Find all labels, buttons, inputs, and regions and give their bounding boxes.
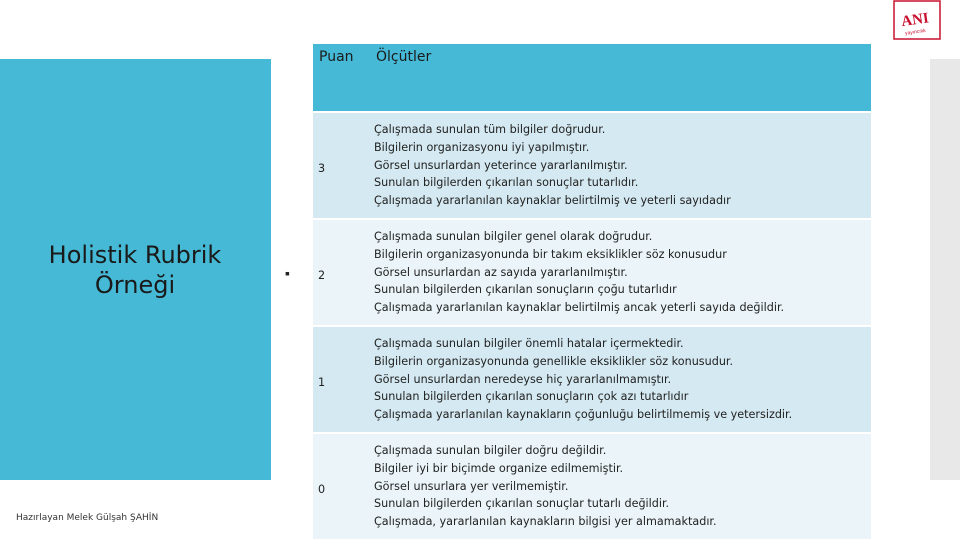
criteria-line: Bilgilerin organizasyonunda bir takım eksiklikler söz konusudur [374, 247, 727, 261]
bullet-marker: ▪ [285, 265, 290, 281]
criteria-cell [370, 433, 871, 540]
score-cell: 3 [313, 112, 370, 219]
score-cell: 2 [313, 219, 370, 326]
criteria-cell [370, 326, 871, 433]
criteria-line: Çalışmada yararlanılan kaynaklar belirtilmiş ve yeterli sayıdadır [374, 194, 731, 208]
logo-text: ANI [900, 10, 930, 31]
author-credit: Hazırlayan Melek Gülşah ŞAHİN [16, 513, 159, 523]
criteria-line: Sunulan bilgilerden çıkarılan sonuçlar tutarlıdır. [374, 176, 639, 190]
logo-subtext: yayıncılık [904, 27, 927, 37]
header-criteria: Ölçütler [370, 44, 871, 112]
criteria-line: Görsel unsurlardan neredeyse hiç yararlanılmamıştır. [374, 372, 672, 386]
table-row [313, 326, 871, 433]
vertical-scrollbar[interactable] [930, 59, 960, 480]
criteria-cell [370, 112, 871, 219]
rubric-table [313, 44, 871, 541]
table-row [313, 433, 871, 540]
table-row [313, 112, 871, 219]
criteria-line: Çalışmada sunulan bilgiler önemli hatalar içermektedir. [374, 337, 684, 350]
slide-title-line-1: Holistik Rubrik [48, 241, 222, 269]
criteria-line: Çalışmada, yararlanılan kaynakların bilgisi yer almamaktadır. [374, 515, 717, 529]
criteria-line: Çalışmada sunulan bilgiler genel olarak doğrudur. [374, 230, 653, 243]
criteria-cell [370, 219, 871, 326]
criteria-line: Sunulan bilgilerden çıkarılan sonuçların çoğu tutarlıdır [374, 283, 677, 297]
criteria-line: Bilgiler iyi bir biçimde organize edilmemiştir. [374, 461, 624, 475]
score-cell: 0 [313, 433, 370, 540]
score-cell: 1 [313, 326, 370, 433]
criteria-line: Çalışmada sunulan tüm bilgiler doğrudur. [374, 123, 606, 136]
criteria-line: Sunulan bilgilerden çıkarılan sonuçlar tutarlı değildir. [374, 497, 670, 511]
slide-title-line-2: Örneği [94, 271, 176, 299]
rubric-table-body [313, 112, 871, 540]
slide-title [30, 240, 240, 300]
header-score: Puan [313, 44, 370, 112]
criteria-line: Görsel unsurlardan yeterince yararlanılmıştır. [374, 158, 628, 172]
criteria-line: Çalışmada yararlanılan kaynaklar belirtilmiş ancak yeterli sayıda değildir. [374, 301, 785, 315]
criteria-line: Çalışmada yararlanılan kaynakların çoğunluğu belirtilmemiş ve yetersizdir. [374, 408, 793, 422]
criteria-line: Sunulan bilgilerden çıkarılan sonuçların çok azı tutarlıdır [374, 390, 689, 404]
criteria-line: Görsel unsurlardan az sayıda yararlanılmıştır. [374, 265, 628, 279]
table-header-row [313, 44, 871, 112]
criteria-line: Bilgilerin organizasyonunda genellikle eksiklikler söz konusudur. [374, 354, 734, 368]
criteria-line: Çalışmada sunulan bilgiler doğru değildir. [374, 444, 607, 457]
table-row [313, 219, 871, 326]
publisher-logo [893, 0, 941, 40]
criteria-line: Bilgilerin organizasyonu iyi yapılmıştır. [374, 140, 590, 154]
criteria-line: Görsel unsurlara yer verilmemiştir. [374, 479, 569, 493]
